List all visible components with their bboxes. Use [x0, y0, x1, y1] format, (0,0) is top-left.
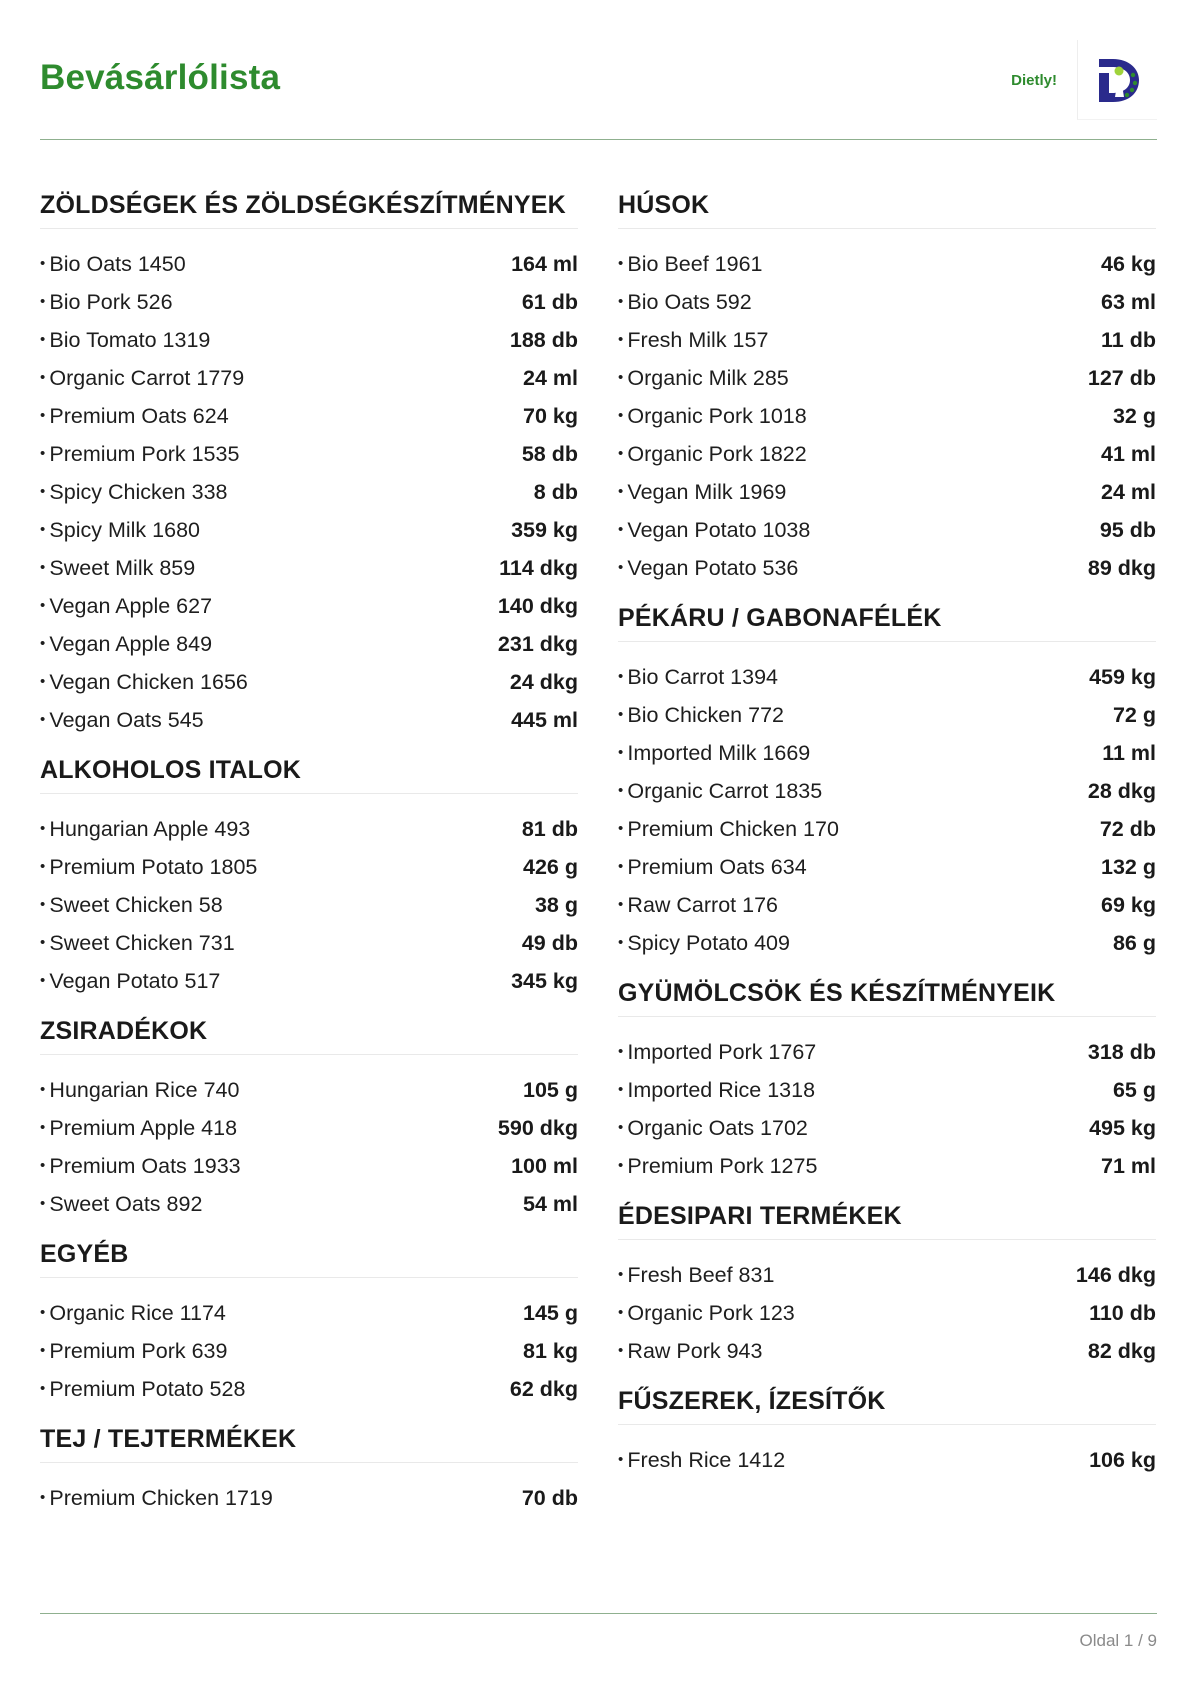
list-item — [618, 810, 1156, 848]
item-quantity: 590 dkg — [497, 1115, 578, 1140]
item-quantity: 145 g — [523, 1300, 578, 1325]
item-name: • Vegan Potato 536 — [618, 556, 798, 581]
item-quantity: 41 ml — [1101, 441, 1156, 466]
list-item — [618, 1332, 1156, 1370]
page-header — [40, 40, 1157, 140]
list-item — [40, 359, 578, 397]
category-section — [40, 747, 578, 1000]
item-quantity: 106 kg — [1089, 1447, 1156, 1472]
item-quantity: 95 db — [1099, 517, 1156, 542]
item-name: • Vegan Apple 627 — [40, 594, 212, 619]
item-quantity: 127 db — [1087, 365, 1156, 390]
item-name: • Vegan Milk 1969 — [618, 480, 786, 505]
item-quantity: 65 g — [1112, 1077, 1156, 1102]
item-quantity: 140 dkg — [497, 593, 578, 618]
category-section — [618, 1193, 1156, 1370]
list-item — [40, 473, 578, 511]
item-quantity: 72 g — [1112, 702, 1156, 727]
item-name: • Organic Rice 1174 — [40, 1301, 226, 1326]
brand-name: Dietly! — [1011, 72, 1057, 89]
list-item — [618, 1294, 1156, 1332]
list-item — [618, 245, 1156, 283]
page-title: Bevásárlólista — [40, 58, 281, 97]
item-quantity: 24 ml — [1101, 479, 1156, 504]
item-quantity: 69 kg — [1101, 892, 1156, 917]
list-item — [40, 810, 578, 848]
list-item — [40, 1294, 578, 1332]
list-item — [40, 435, 578, 473]
list-item — [40, 245, 578, 283]
item-name: • Organic Milk 285 — [618, 366, 789, 391]
item-quantity: 24 dkg — [509, 669, 578, 694]
item-name: • Vegan Potato 517 — [40, 969, 220, 994]
item-quantity: 110 db — [1089, 1300, 1156, 1325]
item-name: • Sweet Milk 859 — [40, 556, 195, 581]
item-quantity: 318 db — [1087, 1039, 1156, 1064]
category-section — [40, 1231, 578, 1408]
list-item — [618, 283, 1156, 321]
item-name: • Spicy Chicken 338 — [40, 480, 228, 505]
item-name: • Hungarian Apple 493 — [40, 817, 250, 842]
category-title: HÚSOK — [618, 182, 1156, 229]
item-name: • Premium Pork 639 — [40, 1339, 227, 1364]
item-name: • Spicy Milk 1680 — [40, 518, 200, 543]
category-title: TEJ / TEJTERMÉKEK — [40, 1416, 578, 1463]
item-name: • Fresh Rice 1412 — [618, 1448, 785, 1473]
item-name: • Bio Pork 526 — [40, 290, 173, 315]
category-section — [40, 1008, 578, 1223]
list-item — [618, 1441, 1156, 1479]
item-name: • Premium Pork 1275 — [618, 1154, 817, 1179]
category-section — [40, 182, 578, 739]
footer-divider — [40, 1613, 1157, 1614]
category-title: ALKOHOLOS ITALOK — [40, 747, 578, 794]
list-item — [40, 587, 578, 625]
item-name: • Raw Carrot 176 — [618, 893, 778, 918]
item-quantity: 426 g — [523, 854, 578, 879]
item-name: • Premium Pork 1535 — [40, 442, 239, 467]
list-item — [618, 397, 1156, 435]
list-item — [618, 924, 1156, 962]
category-section — [618, 970, 1156, 1185]
list-item — [40, 549, 578, 587]
item-quantity: 495 kg — [1089, 1115, 1156, 1140]
left-column — [40, 182, 578, 1517]
item-name: • Bio Beef 1961 — [618, 252, 763, 277]
category-section — [40, 1416, 578, 1517]
list-item — [40, 1370, 578, 1408]
item-quantity: 24 ml — [523, 365, 578, 390]
item-name: • Sweet Chicken 731 — [40, 931, 235, 956]
item-name: • Organic Pork 123 — [618, 1301, 795, 1326]
item-quantity: 61 db — [521, 289, 578, 314]
list-item — [618, 1109, 1156, 1147]
item-name: • Organic Oats 1702 — [618, 1116, 808, 1141]
item-quantity: 114 dkg — [499, 555, 578, 580]
item-quantity: 86 g — [1112, 930, 1156, 955]
item-name: • Premium Oats 1933 — [40, 1154, 241, 1179]
item-name: • Premium Apple 418 — [40, 1116, 237, 1141]
list-item — [40, 1332, 578, 1370]
list-item — [618, 359, 1156, 397]
list-item — [40, 1479, 578, 1517]
list-item — [40, 511, 578, 549]
item-name: • Vegan Potato 1038 — [618, 518, 810, 543]
item-quantity: 188 db — [509, 327, 578, 352]
item-name: • Bio Carrot 1394 — [618, 665, 778, 690]
category-title: FŰSZEREK, ÍZESÍTŐK — [618, 1378, 1156, 1425]
item-name: • Organic Carrot 1835 — [618, 779, 822, 804]
item-name: • Sweet Chicken 58 — [40, 893, 223, 918]
item-quantity: 231 dkg — [497, 631, 578, 656]
item-name: • Spicy Potato 409 — [618, 931, 790, 956]
list-item — [40, 1185, 578, 1223]
item-quantity: 146 dkg — [1075, 1262, 1156, 1287]
item-quantity: 46 kg — [1101, 251, 1156, 276]
item-name: • Premium Potato 528 — [40, 1377, 245, 1402]
item-name: • Bio Oats 592 — [618, 290, 752, 315]
item-quantity: 81 kg — [523, 1338, 578, 1363]
list-item — [40, 625, 578, 663]
item-quantity: 70 kg — [523, 403, 578, 428]
list-item — [618, 1147, 1156, 1185]
list-item — [618, 435, 1156, 473]
item-quantity: 132 g — [1101, 854, 1156, 879]
item-name: • Raw Pork 943 — [618, 1339, 762, 1364]
list-item — [40, 663, 578, 701]
item-name: • Premium Potato 1805 — [40, 855, 257, 880]
shopping-list-columns — [40, 182, 1157, 1517]
page-number: Oldal 1 / 9 — [1079, 1631, 1157, 1650]
item-quantity: 81 db — [521, 816, 578, 841]
item-quantity: 359 kg — [511, 517, 578, 542]
category-title: ÉDESIPARI TERMÉKEK — [618, 1193, 1156, 1240]
list-item — [40, 283, 578, 321]
list-item — [618, 511, 1156, 549]
list-item — [618, 1071, 1156, 1109]
list-item — [618, 1256, 1156, 1294]
item-name: • Organic Pork 1018 — [618, 404, 807, 429]
item-name: • Bio Tomato 1319 — [40, 328, 210, 353]
item-name: • Organic Carrot 1779 — [40, 366, 244, 391]
list-item — [618, 696, 1156, 734]
list-item — [40, 1147, 578, 1185]
list-item — [618, 848, 1156, 886]
item-name: • Premium Oats 634 — [618, 855, 807, 880]
list-item — [40, 1109, 578, 1147]
item-quantity: 32 g — [1112, 403, 1156, 428]
item-name: • Vegan Oats 545 — [40, 708, 204, 733]
category-section — [618, 595, 1156, 962]
item-name: • Sweet Oats 892 — [40, 1192, 202, 1217]
item-quantity: 105 g — [523, 1077, 578, 1102]
list-item — [40, 397, 578, 435]
item-quantity: 72 db — [1099, 816, 1156, 841]
item-quantity: 63 ml — [1101, 289, 1156, 314]
item-quantity: 345 kg — [511, 968, 578, 993]
item-name: • Bio Oats 1450 — [40, 252, 186, 277]
item-name: • Imported Pork 1767 — [618, 1040, 816, 1065]
list-item — [40, 321, 578, 359]
item-name: • Premium Chicken 1719 — [40, 1486, 273, 1511]
category-title: ZSIRADÉKOK — [40, 1008, 578, 1055]
item-name: • Premium Oats 624 — [40, 404, 229, 429]
item-quantity: 58 db — [521, 441, 578, 466]
item-quantity: 8 db — [533, 479, 578, 504]
list-item — [618, 658, 1156, 696]
item-quantity: 54 ml — [523, 1191, 578, 1216]
item-quantity: 49 db — [521, 930, 578, 955]
logo-mark — [1095, 55, 1141, 105]
category-title: EGYÉB — [40, 1231, 578, 1278]
item-name: • Bio Chicken 772 — [618, 703, 784, 728]
item-name: • Vegan Apple 849 — [40, 632, 212, 657]
item-name: • Vegan Chicken 1656 — [40, 670, 248, 695]
category-title: GYÜMÖLCSÖK ÉS KÉSZÍTMÉNYEIK — [618, 970, 1156, 1017]
item-name: • Premium Chicken 170 — [618, 817, 839, 842]
item-quantity: 71 ml — [1101, 1153, 1156, 1178]
item-quantity: 164 ml — [511, 251, 578, 276]
item-quantity: 100 ml — [511, 1153, 578, 1178]
list-item — [618, 1033, 1156, 1071]
item-name: • Organic Pork 1822 — [618, 442, 807, 467]
item-quantity: 445 ml — [511, 707, 578, 732]
item-name: • Imported Milk 1669 — [618, 741, 810, 766]
list-item — [40, 924, 578, 962]
list-item — [618, 321, 1156, 359]
item-name: • Fresh Beef 831 — [618, 1263, 774, 1288]
category-section — [618, 1378, 1156, 1479]
list-item — [40, 701, 578, 739]
item-quantity: 38 g — [534, 892, 578, 917]
item-quantity: 89 dkg — [1087, 555, 1156, 580]
list-item — [618, 473, 1156, 511]
right-column — [618, 182, 1156, 1517]
item-quantity: 70 db — [521, 1485, 578, 1510]
list-item — [618, 549, 1156, 587]
category-title: PÉKÁRU / GABONAFÉLÉK — [618, 595, 1156, 642]
category-title: ZÖLDSÉGEK ÉS ZÖLDSÉGKÉSZÍTMÉNYEK — [40, 182, 578, 229]
list-item — [40, 848, 578, 886]
item-name: • Imported Rice 1318 — [618, 1078, 815, 1103]
category-section — [618, 182, 1156, 587]
list-item — [618, 734, 1156, 772]
item-name: • Hungarian Rice 740 — [40, 1078, 239, 1103]
item-quantity: 82 dkg — [1087, 1338, 1156, 1363]
list-item — [618, 886, 1156, 924]
item-quantity: 62 dkg — [509, 1376, 578, 1401]
list-item — [40, 962, 578, 1000]
item-quantity: 11 ml — [1102, 740, 1156, 765]
item-quantity: 28 dkg — [1087, 778, 1156, 803]
list-item — [618, 772, 1156, 810]
item-quantity: 11 db — [1101, 327, 1156, 352]
list-item — [40, 1071, 578, 1109]
list-item — [40, 886, 578, 924]
item-name: • Fresh Milk 157 — [618, 328, 768, 353]
dietly-logo-icon — [1077, 40, 1157, 120]
item-quantity: 459 kg — [1089, 664, 1156, 689]
